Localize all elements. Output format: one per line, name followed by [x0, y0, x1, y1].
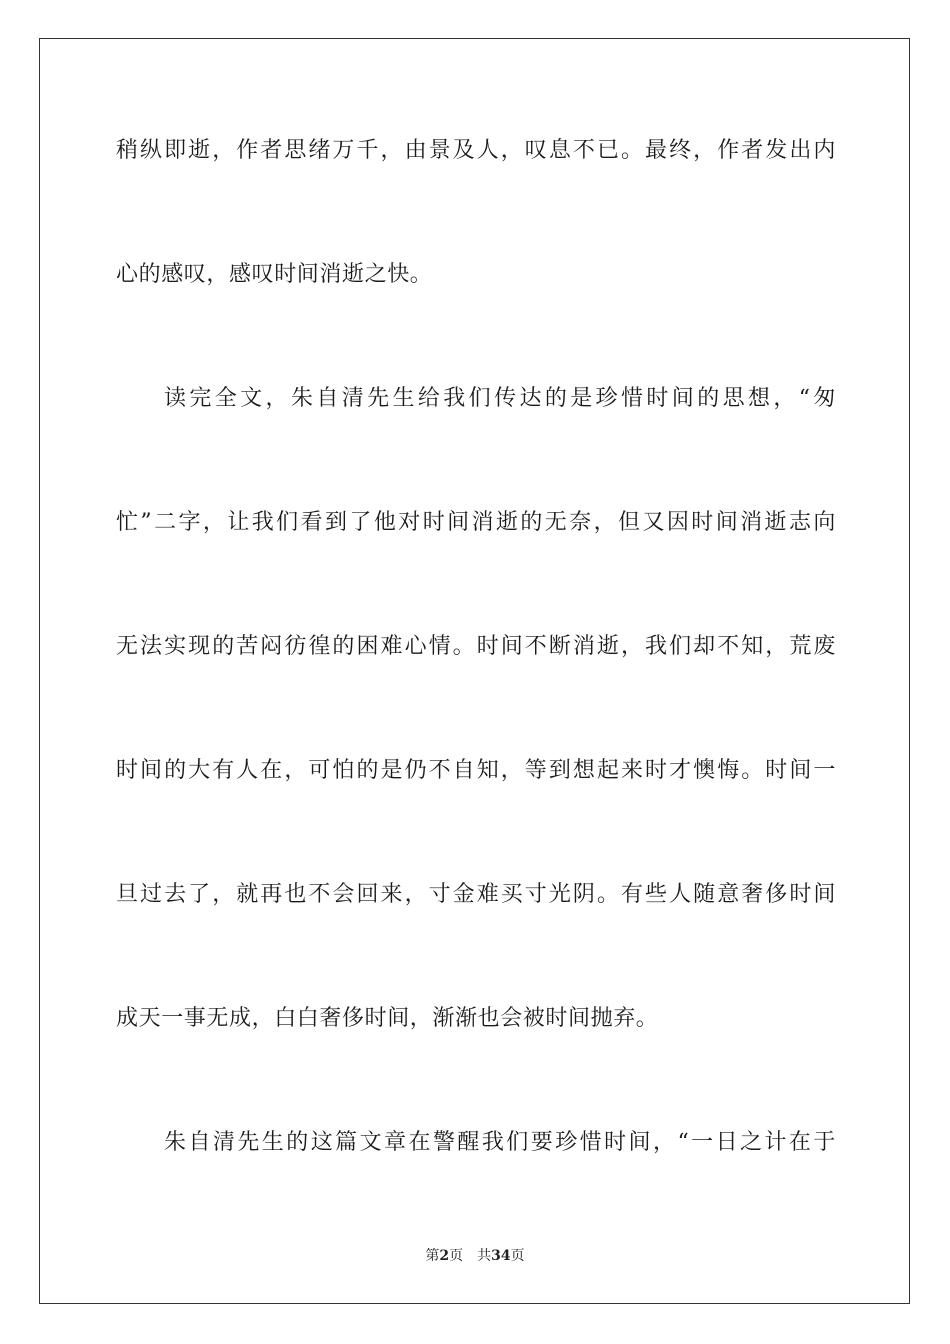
text-line: 成天一事无成，白白奢侈时间，渐渐也会被时间抛弃。 — [116, 1006, 659, 1031]
page-border — [39, 38, 910, 1304]
total-pages: 34 — [491, 1248, 511, 1264]
text-line: 无法实现的苦闷彷徨的困难心情。时间不断消逝，我们却不知，荒废 — [116, 634, 836, 659]
paragraph-first-line: 读完全文，朱自清先生给我们传达的是珍惜时间的思想，“匆 — [164, 386, 836, 411]
total-suffix: 页 — [510, 1248, 525, 1264]
text-line: 心的感叹，感叹时间消逝之快。 — [116, 262, 433, 287]
page-number: 2 — [439, 1248, 450, 1264]
total-prefix: 共 — [477, 1248, 492, 1264]
text-line: 旦过去了，就再也不会回来，寸金难买寸光阴。有些人随意奢侈时间 — [116, 882, 836, 907]
paragraph-first-line: 朱自清先生的这篇文章在警醒我们要珍惜时间，“一日之计在于 — [164, 1130, 836, 1155]
text-line: 时间的大有人在，可怕的是仍不自知，等到想起来时才懊悔。时间一 — [116, 758, 836, 783]
page-footer — [0, 1246, 950, 1266]
text-line: 忙”二字，让我们看到了他对时间消逝的无奈，但又因时间消逝志向 — [116, 510, 836, 535]
text-line: 稍纵即逝，作者思绪万千，由景及人，叹息不已。最终，作者发出内 — [116, 138, 836, 163]
page-suffix: 页 — [449, 1248, 464, 1264]
page-prefix: 第 — [425, 1248, 440, 1264]
